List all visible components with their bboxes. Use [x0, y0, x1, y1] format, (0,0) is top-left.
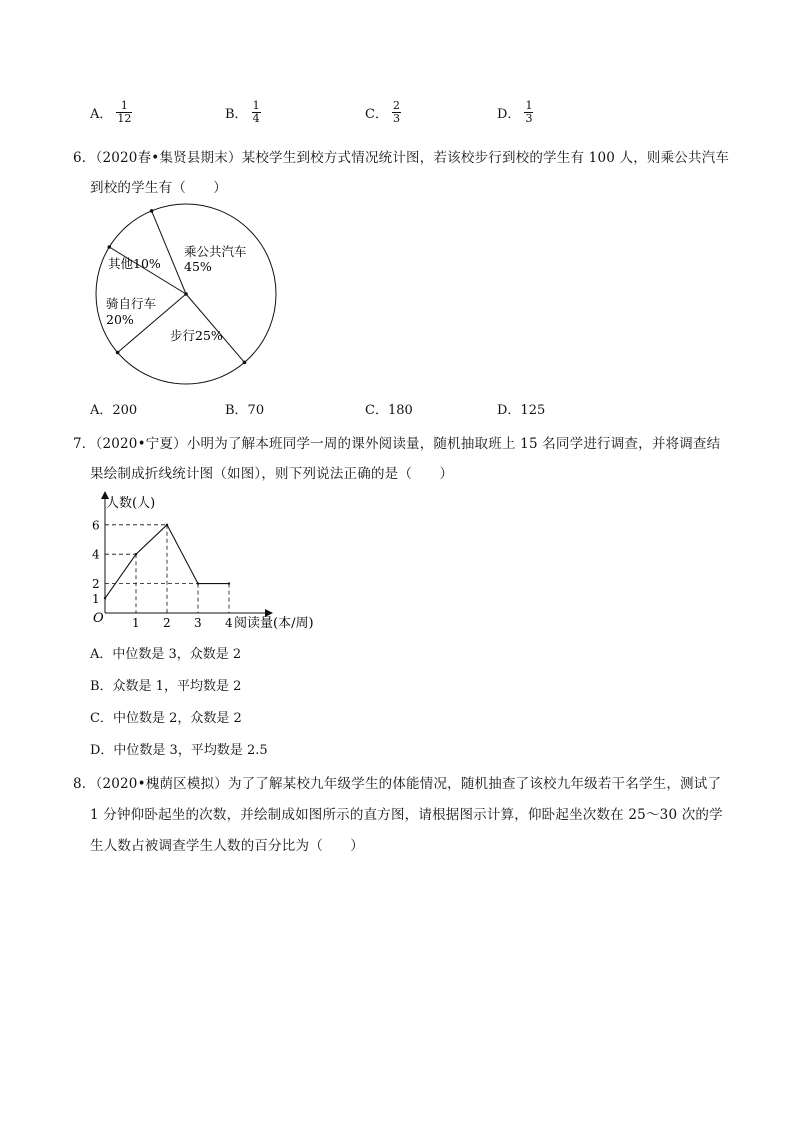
- q6-option-a: A．200: [90, 403, 138, 418]
- pie-slice-bike-dot: [116, 351, 120, 355]
- q8-stem-line1: 8．（2020•槐荫区模拟）为了了解某校九年级学生的体能情况，随机抽查了该校九年级若干名学生，测试了: [73, 776, 722, 792]
- data-point: [104, 597, 106, 599]
- pie-chart: [90, 198, 290, 388]
- x-tick-label: 2: [163, 616, 171, 630]
- q7-option-d: D．中位数是 3，平均数是 2.5: [90, 743, 268, 758]
- pie-slice-bus-dot: [150, 209, 154, 213]
- q6-stem-line2: 到校的学生有（ ）: [90, 180, 227, 196]
- x-tick-label: 1: [132, 616, 140, 630]
- q6-stem-line1: 6．（2020春•集贤县期末）某校学生到校方式情况统计图，若该校步行到校的学生有 100 人，则乘公共汽车: [73, 150, 730, 166]
- pie-slice-other-dot: [108, 245, 112, 249]
- q5-option-d: D． $\frac{1}{3}$: [497, 99, 533, 125]
- q7-stem-line2: 果绘制成折线统计图（如图），则下列说法正确的是（ ）: [90, 466, 454, 482]
- q6-option-b: B．70: [225, 403, 265, 418]
- pie-label-bike: 骑自行车: [106, 296, 157, 311]
- data-point: [166, 524, 168, 526]
- pie-label-other: 其他10%: [108, 256, 161, 271]
- pie-label-bus-pct: 45%: [184, 259, 212, 274]
- y-tick-label: 1: [92, 591, 100, 606]
- line-chart: [88, 488, 348, 636]
- pie-center-dot: [184, 292, 188, 296]
- pie-slice-bus-boundary: [152, 211, 186, 294]
- q6-option-d: D．125: [497, 403, 546, 418]
- pie-label-walk: 步行25%: [170, 328, 223, 343]
- q5-option-c: C． $\frac{2}{3}$: [365, 99, 400, 125]
- y-tick-label: 4: [92, 547, 100, 562]
- origin-label: O: [93, 611, 104, 626]
- q7-stem-line1: 7．（2020•宁夏）小明为了解本班同学一周的课外阅读量，随机抽取班上 15 名同学进行调查，并将调查结: [73, 436, 721, 452]
- q5-option-a: A． $\frac{1}{12}$: [90, 99, 132, 125]
- pie-slice-walk-dot: [243, 361, 247, 365]
- pie-label-bike-pct: 20%: [106, 312, 134, 327]
- q7-option-b: B．众数是 1，平均数是 2: [90, 679, 242, 694]
- x-tick-label: 3: [194, 616, 202, 630]
- y-axis-label: 人数(人): [106, 496, 156, 511]
- y-tick-label: 2: [92, 577, 100, 592]
- data-point: [228, 582, 230, 584]
- pie-label-bus: 乘公共汽车: [184, 244, 247, 259]
- q6-option-c: C．180: [365, 403, 413, 418]
- q8-stem-line2: 1 分钟仰卧起坐的次数，并绘制成如图所示的直方图，请根据图示计算，仰卧起坐次数在 25～30 次的学: [90, 807, 723, 823]
- q7-option-c: C．中位数是 2，众数是 2: [90, 711, 242, 726]
- x-axis-label: 阅读量(本/周): [234, 616, 314, 631]
- y-tick-label: 6: [92, 518, 100, 533]
- q7-option-a: A．中位数是 3，众数是 2: [90, 647, 242, 662]
- x-tick-label: 4: [225, 616, 233, 630]
- q5-option-b: B． $\frac{1}{4}$: [225, 99, 260, 125]
- q8-stem-line3: 生人数占被调查学生人数的百分比为（ ）: [90, 838, 364, 854]
- data-point: [197, 582, 199, 584]
- data-point: [135, 553, 137, 555]
